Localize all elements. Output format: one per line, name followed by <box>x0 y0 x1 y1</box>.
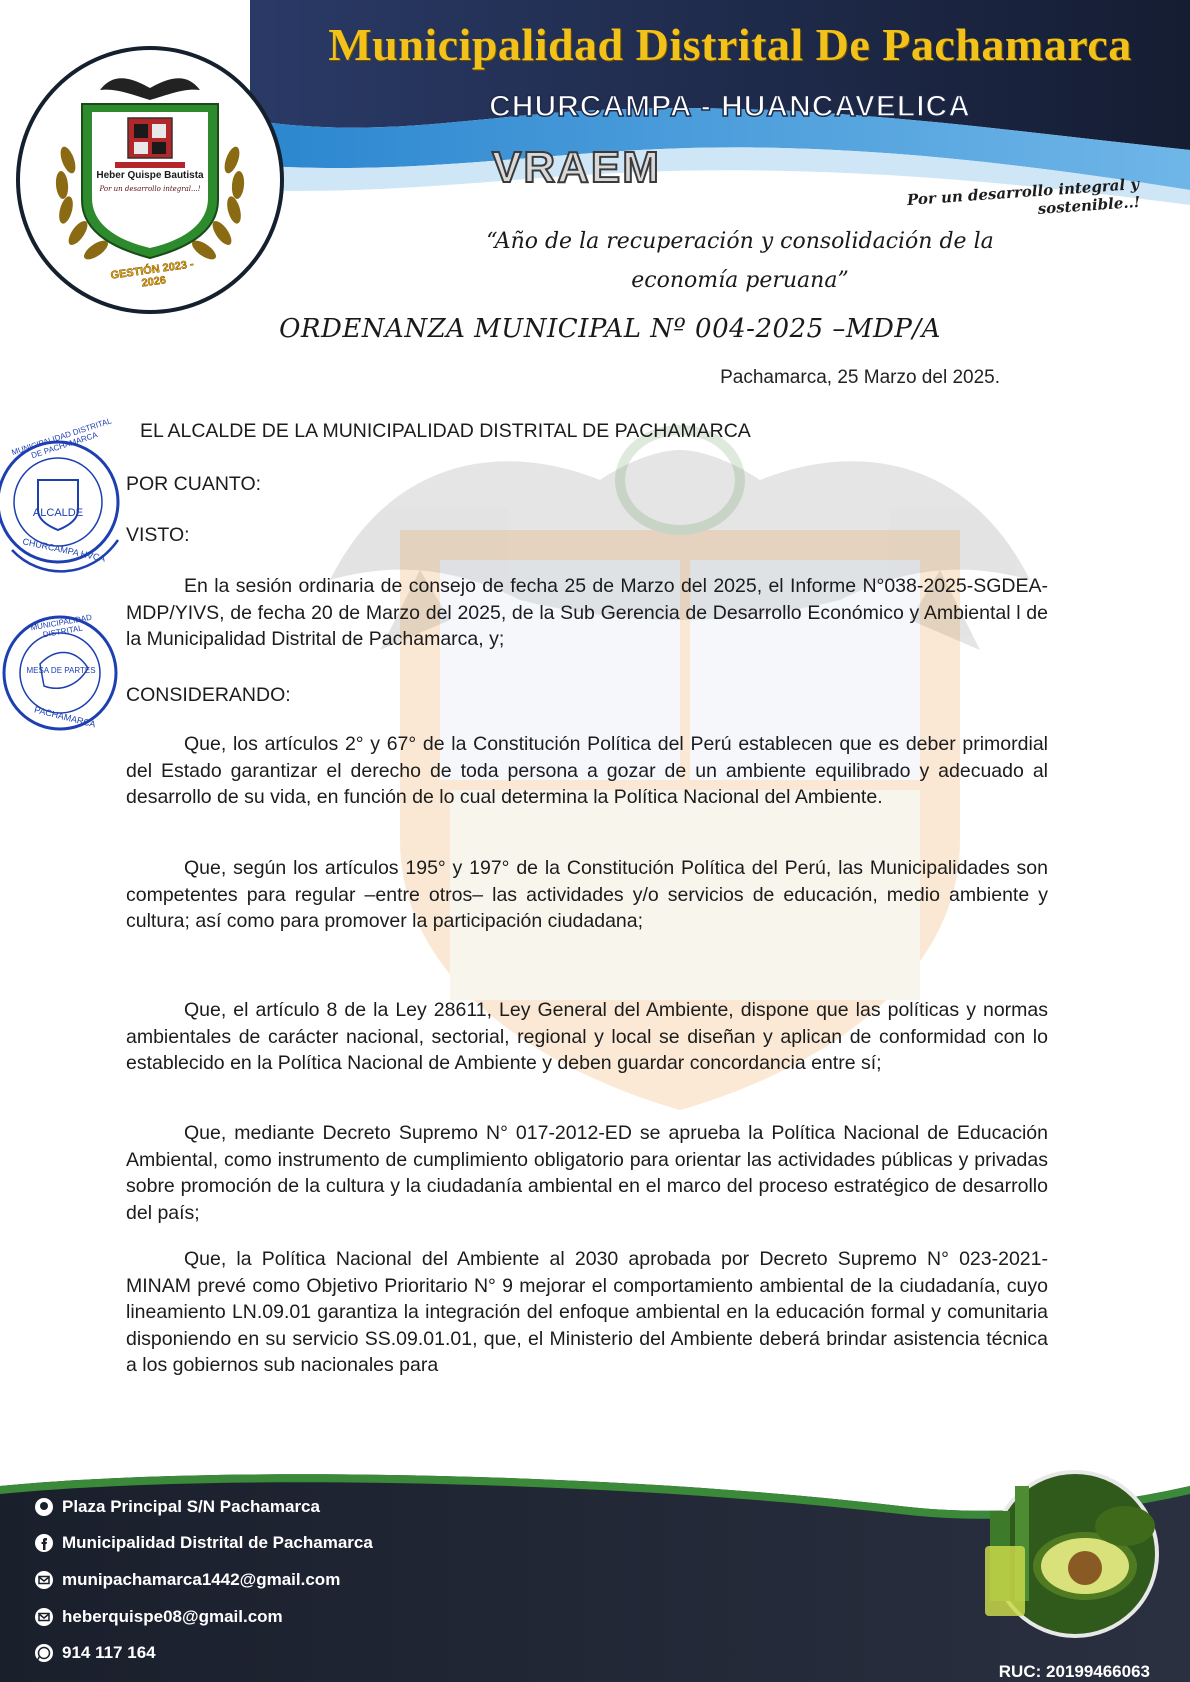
por-cuanto-heading: POR CUANTO: <box>126 473 262 495</box>
whatsapp-icon <box>34 1643 54 1663</box>
location-pin-icon <box>34 1497 54 1517</box>
logo-mayor-name: Heber Quispe Bautista <box>96 170 204 181</box>
alcalde-heading: EL ALCALDE DE LA MUNICIPALIDAD DISTRITAL DE PACHAMARCA <box>140 420 751 442</box>
year-motto <box>430 222 1050 300</box>
email-icon <box>34 1570 54 1590</box>
mayor-stamp-mid-text: ALCALDE <box>32 507 84 519</box>
municipal-logo <box>16 46 284 314</box>
considerando-paragraph-2: Que, según los artículos 195° y 197° de la Constitución Política del Perú, las Municipalidades son competentes para regular –entre otros– las actividades y/o servicios de educación, medio ambiente y cultura; así como para promover la participación ciudadana; <box>126 857 1048 932</box>
mayor-stamp-top-text: MUNICIPALIDAD DISTRITAL DE PACHAMARCA <box>10 416 113 461</box>
visto-heading: VISTO: <box>126 524 190 546</box>
considerando-heading: CONSIDERANDO: <box>126 684 291 706</box>
footer-facebook-text: Municipalidad Distrital de Pachamarca <box>62 1533 373 1552</box>
province-subtitle: CHURCAMPA - HUANCAVELICA <box>489 90 971 123</box>
footer-phone-text: 914 117 164 <box>62 1643 156 1662</box>
reception-stamp-bottom-text: PACHAMARCA <box>33 704 97 730</box>
considerando-paragraph-3: Que, el artículo 8 de la Ley 28611, Ley General del Ambiente, dispone que las políticas y normas ambientales de carácter nacional, sectorial, regional y local se diseñan y aplican de conformidad con lo establecido en la Política Nacional de Ambiente y deben guardar concordancia entre sí; <box>126 999 1048 1074</box>
facebook-icon <box>34 1533 54 1553</box>
mayor-stamp-bottom-text: CHURCAMPA HVCA <box>21 536 107 564</box>
footer-phone[interactable] <box>34 1643 156 1663</box>
footer-email-1[interactable] <box>34 1570 340 1590</box>
logo-gestion-ribbon: GESTIÓN 2023 - 2026 <box>109 258 195 290</box>
footer-email-1-text: munipachamarca1442@gmail.com <box>62 1570 341 1589</box>
footer-ruc: RUC: 20199466063 <box>998 1662 1150 1681</box>
email-icon <box>34 1607 54 1627</box>
considerando-paragraph-5: Que, la Política Nacional del Ambiente al 2030 aprobada por Decreto Supremo N° 023-2021-MINAM prevé como Objetivo Prioritario N° 9 mejorar el comportamiento ambiental de la ciudadanía, cuyo lineamiento LN.09.01 garantiza la integración del enfoque ambiental en la educación formal y comunitaria disponiendo en su servicio SS.09.01.01, que, el Ministerio del Ambiente deberá brindar asistencia técnica a los gobiernos sub nacionales para <box>126 1248 1048 1376</box>
considerando-paragraph-4: Que, mediante Decreto Supremo N° 017-2012-ED se aprueba la Política Nacional de Educación Ambiental, como instrumento de cumplimiento obligatorio para orientar las actividades públicas y privadas sobre promoción de la cultura y la ciudadanía ambiental en el marco del proceso estratégico de desarrollo del país; <box>126 1122 1048 1224</box>
footer-email-2[interactable] <box>34 1607 283 1627</box>
visto-paragraph: En la sesión ordinaria de consejo de fecha 25 de Marzo del 2025, el Informe N°038-2025-SGDEA-MDP/YIVS, de fecha 20 de Marzo del 2025, de la Sub Gerencia de Desarrollo Económico y Ambiental l de la Municipalidad Distrital de Pachamarca, y; <box>126 575 1048 650</box>
footer-address-text: Plaza Principal S/N Pachamarca <box>62 1497 320 1516</box>
document-date: Pachamarca, 25 Marzo del 2025. <box>720 367 1000 388</box>
footer-email-2-text: heberquispe08@gmail.com <box>62 1607 283 1626</box>
municipality-title: Municipalidad Distrital De Pachamarca <box>328 19 1132 70</box>
reception-stamp-mid-text: MESA DE PARTES <box>26 666 96 675</box>
slogan: Por un desarrollo integral y sostenible..! <box>906 174 1141 218</box>
logo-motto: Por un desarrollo integral...! <box>99 185 201 193</box>
ordinance-title: ORDENANZA MUNICIPAL Nº 004-2025 –MDP/A <box>279 314 941 344</box>
footer-facebook[interactable] <box>34 1533 373 1553</box>
vraem-label: VRAEM <box>492 143 661 192</box>
footer-address <box>34 1497 320 1517</box>
considerando-paragraph-1: Que, los artículos 2° y 67° de la Constitución Política del Perú establecen que es deber primordial del Estado garantizar el derecho de toda persona a gozar de un ambiente equilibrado y adecuado al desarrollo de su vida, en función de lo cual determina la Política Nacional del Ambiente. <box>126 733 1048 808</box>
year-motto-line-1: “Año de la recuperación y consolidación de la <box>486 229 994 254</box>
year-motto-line-2: economía peruana” <box>631 268 849 293</box>
reception-stamp-top-text: MUNICIPALIDAD DISTRITAL <box>29 612 93 640</box>
